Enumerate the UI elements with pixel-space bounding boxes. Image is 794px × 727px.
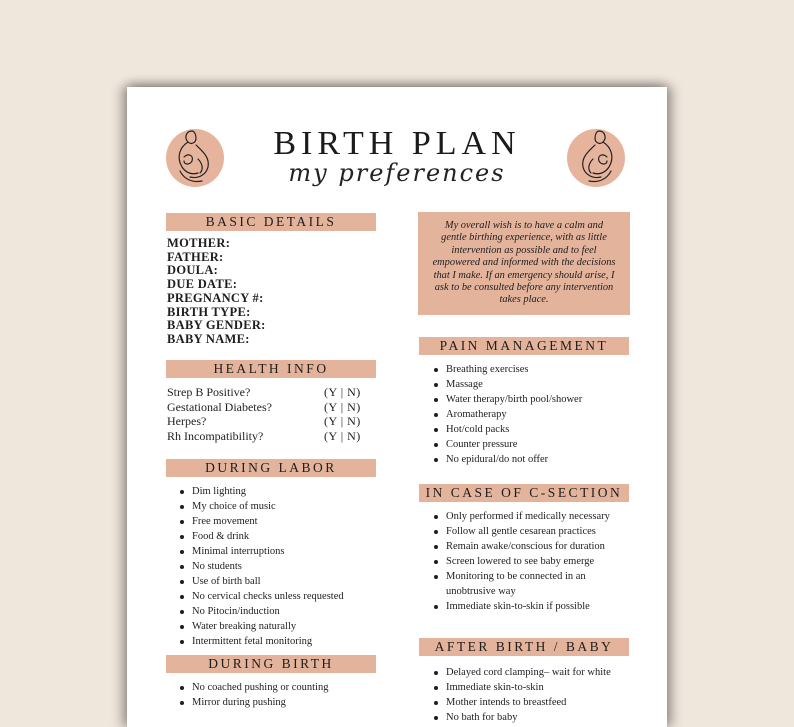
list-item: No coached pushing or counting — [178, 680, 378, 695]
c-section-list — [432, 509, 632, 614]
list-item: Follow all gentle cesarean practices — [432, 524, 632, 539]
list-item: Free movement — [178, 514, 378, 529]
list-item: No Pitocin/induction — [178, 604, 378, 619]
during-birth-list — [178, 680, 378, 710]
list-item: Monitoring to be connected in an unobtrusive way — [432, 569, 632, 599]
field-mother: MOTHER: — [167, 236, 231, 250]
field-pregnancy-number: PREGNANCY #: — [167, 290, 264, 305]
basic-details-heading: BASIC DETAILS — [166, 213, 376, 231]
list-item: Mother intends to breastfeed — [432, 695, 637, 710]
field-baby-name: BABY NAME: — [167, 331, 250, 346]
field-due-date: DUE DATE: — [167, 277, 238, 292]
list-item: Immediate skin-to-skin — [432, 680, 637, 695]
list-item: Counter pressure — [432, 437, 637, 452]
c-section-heading: IN CASE OF C-SECTION — [419, 484, 629, 502]
yes-no-choice: (Y | N) — [324, 428, 361, 443]
pain-management-heading: PAIN MANAGEMENT — [419, 337, 629, 355]
list-item: Food & drink — [178, 529, 378, 544]
list-item: Hot/cold packs — [432, 422, 637, 437]
list-item: Mirror during pushing — [178, 695, 378, 710]
list-item: Aromatherapy — [432, 407, 637, 422]
overall-wish-box: My overall wish is to have a calm and gentle birthing experience, with as little intervention as possible and to feel empowered and informed with the decisions that I make. If an emergency should arise, I ask to be consulted before any intervention takes place. — [418, 212, 630, 315]
during-labor-list — [178, 484, 378, 649]
health-info-heading: HEALTH INFO — [166, 360, 376, 378]
birth-plan-sheet — [127, 87, 667, 727]
pain-management-list — [432, 362, 637, 467]
after-birth-heading: AFTER BIRTH / BABY — [419, 638, 629, 656]
list-item: Massage — [432, 377, 637, 392]
field-father: FATHER: — [167, 249, 224, 264]
list-item: Minimal interruptions — [178, 544, 378, 559]
list-item: My choice of music — [178, 499, 378, 514]
field-doula: DOULA: — [167, 263, 219, 278]
health-item: Gestational Diabetes? (Y | N) — [167, 399, 361, 414]
list-item: Screen lowered to see baby emerge — [432, 554, 632, 569]
field-birth-type: BIRTH TYPE: — [167, 304, 251, 319]
list-item: Use of birth ball — [178, 574, 378, 589]
after-birth-list — [432, 665, 637, 725]
yes-no-choice: (Y | N) — [324, 414, 361, 428]
yes-no-choice: (Y | N) — [324, 399, 361, 414]
health-item: Rh Incompatibility? (Y | N) — [167, 428, 361, 443]
during-labor-heading: DURING LABOR — [166, 459, 376, 477]
list-item: No epidural/do not offer — [432, 452, 637, 467]
yes-no-choice: (Y | N) — [324, 385, 361, 399]
list-item: No students — [178, 559, 378, 574]
health-item: Herpes? (Y | N) — [167, 414, 361, 428]
list-item: No cervical checks unless requested — [178, 589, 378, 604]
list-item: Immediate skin-to-skin if possible — [432, 599, 632, 614]
field-baby-gender: BABY GENDER: — [167, 318, 266, 333]
list-item: Delayed cord clamping– wait for white — [432, 665, 637, 680]
list-item: Remain awake/conscious for duration — [432, 539, 632, 554]
list-item: Only performed if medically necessary — [432, 509, 632, 524]
health-info-list — [167, 385, 372, 443]
page-subtitle: my preferences — [288, 159, 506, 187]
list-item: Water breaking naturally — [178, 619, 378, 634]
list-item: Dim lighting — [178, 484, 378, 499]
list-item: Water therapy/birth pool/shower — [432, 392, 637, 407]
health-item: Strep B Positive? (Y | N) — [167, 385, 361, 399]
list-item: Breathing exercises — [432, 362, 637, 377]
during-birth-heading: DURING BIRTH — [166, 655, 376, 673]
basic-details-fields — [167, 237, 266, 347]
list-item: No bath for baby — [432, 710, 637, 725]
page-title: BIRTH PLAN — [273, 125, 521, 162]
list-item: Intermittent fetal monitoring — [178, 634, 378, 649]
